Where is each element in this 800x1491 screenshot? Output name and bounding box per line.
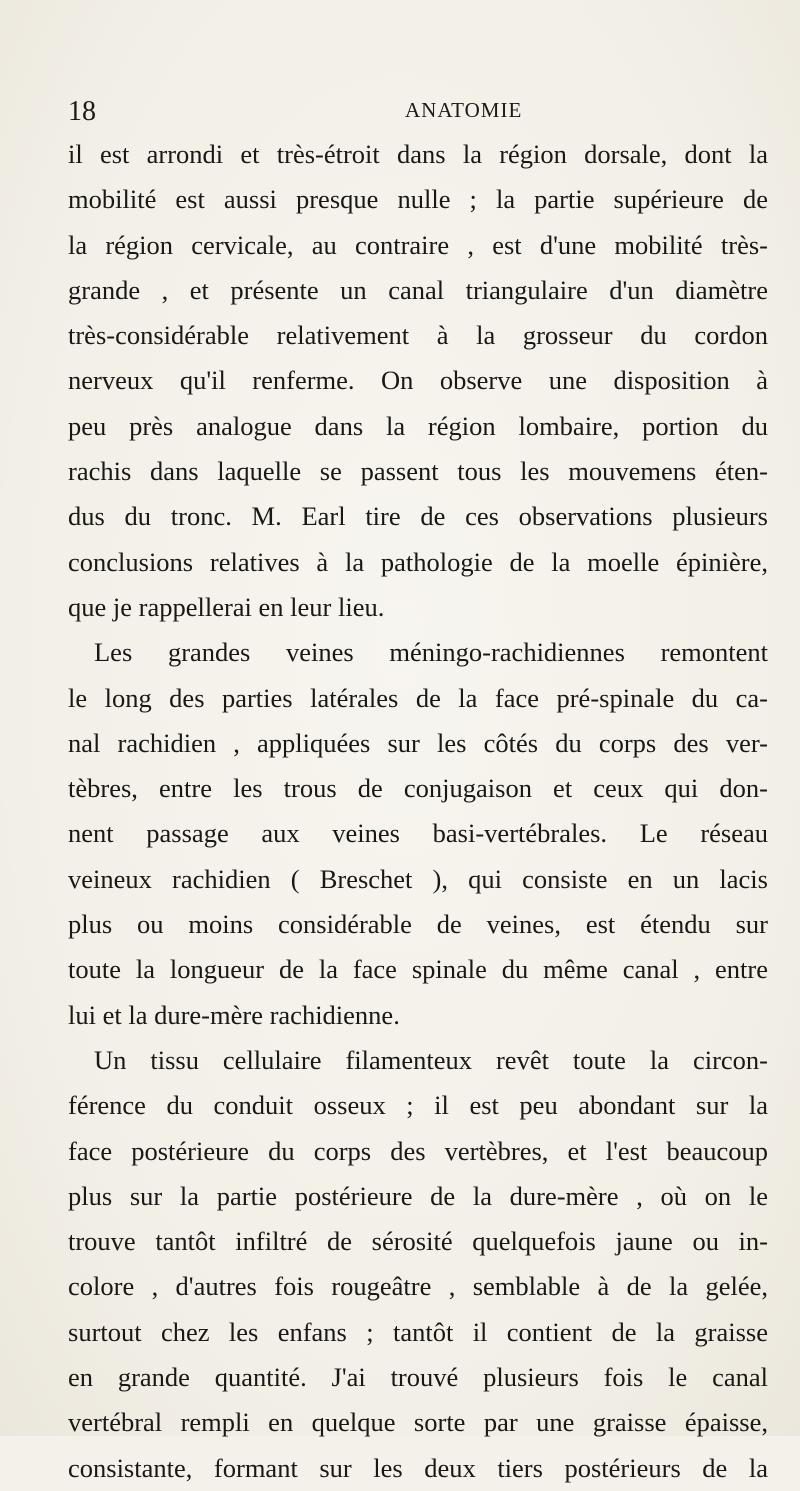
text-line: veineux rachidien ( Breschet ), qui consiste en un lacis <box>68 863 768 894</box>
text-line: le long des parties latérales de la face pré-spinale du ca- <box>68 682 768 713</box>
text-line: trouve tantôt infiltré de sérosité quelquefois jaune ou in- <box>68 1226 768 1257</box>
text-line: mobilité est aussi presque nulle ; la partie supérieure de <box>68 184 768 215</box>
text-line: plus sur la partie postérieure de la dure-mère , où on le <box>68 1180 768 1211</box>
text-line: la région cervicale, au contraire , est d'une mobilité très- <box>68 229 768 260</box>
text-line: face postérieure du corps des vertèbres, et l'est beaucoup <box>68 1135 768 1166</box>
paragraph-start-line: Un tissu cellulaire filamenteux revêt toute la circon- <box>94 1044 768 1075</box>
running-head: ANATOMIE <box>405 98 523 122</box>
page-number: 18 <box>68 96 96 127</box>
text-line: peu près analogue dans la région lombaire, portion du <box>68 410 768 441</box>
text-line: toute la longueur de la face spinale du même canal , entre <box>68 954 768 985</box>
text-line: consistante, formant sur les deux tiers postérieurs de la <box>68 1452 768 1483</box>
text-line: il est arrondi et très-étroit dans la région dorsale, dont la <box>68 139 768 169</box>
text-line: conclusions relatives à la pathologie de la moelle épinière, <box>68 546 768 577</box>
text-line: férence du conduit osseux ; il est peu abondant sur la <box>68 1090 768 1121</box>
text-line: grande , et présente un canal triangulaire d'un diamètre <box>68 274 768 305</box>
text-line: très-considérable relativement à la grosseur du cordon <box>68 320 768 351</box>
text-line: nal rachidien , appliquées sur les côtés du corps des ver- <box>68 727 768 758</box>
paragraph-end-line: que je rappellerai en leur lieu. <box>68 591 385 622</box>
text-line: nent passage aux veines basi-vertébrales. Le réseau <box>68 818 768 849</box>
text-line: plus ou moins considérable de veines, est étendu sur <box>68 909 768 940</box>
page-header <box>68 92 760 132</box>
paragraph-end-line: lui et la dure-mère rachidienne. <box>68 999 400 1030</box>
body-text <box>68 132 768 1491</box>
text-line: vertébral rempli en quelque sorte par une graisse épaisse, <box>68 1407 768 1438</box>
text-line: tèbres, entre les trous de conjugaison et ceux qui don- <box>68 773 768 804</box>
text-line: dus du tronc. M. Earl tire de ces observations plusieurs <box>68 501 768 532</box>
text-line: en grande quantité. J'ai trouvé plusieurs fois le canal <box>68 1362 768 1393</box>
paragraph-start-line: Les grandes veines méningo-rachidiennes remontent <box>94 637 768 668</box>
text-line: rachis dans laquelle se passent tous les mouvemens éten- <box>68 456 768 487</box>
text-line: colore , d'autres fois rougeâtre , semblable à de la gelée, <box>68 1271 768 1302</box>
text-line: nerveux qu'il renferme. On observe une disposition à <box>68 365 768 396</box>
text-line: surtout chez les enfans ; tantôt il contient de la graisse <box>68 1316 768 1347</box>
